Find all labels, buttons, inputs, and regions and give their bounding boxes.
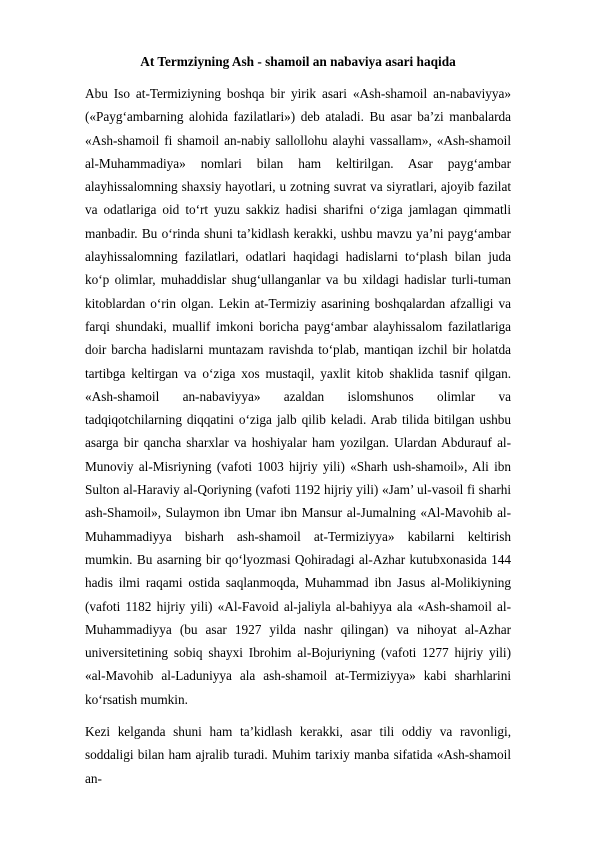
paragraph-1: Abu Iso at-Termiziyning boshqa bir yirik asari «Ash-shamoil an-nabaviyya» («Payg‘ambarning alohida fazilatlari») deb ataladi. Bu asar ba’zi manbalarda «Ash-shamoil fi shamoil an-nabiy sallollohu alayhi vassallam», «Ash-shamoil al-Muhammadiya» nomlari bilan ham keltirilgan. Asar payg‘ambar alayhissalomning shaxsiy hayotlari, u zotning suvrat va siyratlari, ajoyib fazilat va odatlariga oid to‘rt yuzu sakkiz hadisi sharifni o‘ziga jamlagan qimmatli manbadir. Bu o‘rinda shuni ta’kidlash kerakki, ushbu mavzu ya’ni payg‘ambar alayhissalomning fazilatlari, odatlari haqidagi hadislarni to‘plash bilan juda ko‘p olimlar, muhaddislar shug‘ullanganlar va bu xildagi hadislar turli-tuman kitoblardan o‘rin olgan. Lekin at-Termiziy asarining boshqalardan afzalligi va farqi shundaki, muallif imkoni boricha payg‘ambar alayhissalom fazilatlariga doir barcha hadislarni muntazam ravishda to‘plab, mantiqan izchil bir holatda tartibga keltirgan va o‘ziga xos mustaqil, yaxlit kitob shaklida tasnif qilgan. «Ash-shamoil an-nabaviyya» azaldan islomshunos olimlar va tadqiqotchilarning diqqatini o‘ziga jalb qilib keladi. Arab tilida bitilgan ushbu asarga bir qancha sharxlar va hoshiyalar ham yozilgan. Ulardan Abdurauf al-Munoviy al-Misriyning (vafoti 1003 hijriy yili) «Sharh ush-shamoil», Ali ibn Sulton al-Haraviy al-Qoriyning (vafoti 1192 hijriy yili) «Jam’ ul-vasoil fi sharhi ash-Shamoil», Sulaymon ibn Umar ibn Mansur al-Jumalning «Al-Mavohib al-Muhammadiyya bisharh ash-shamoil at-Termiziyya» kabilarni keltirish mumkin. Bu asarning bir qo‘lyozmasi Qohiradagi al-Azhar kutubxonasida 144 hadis ilmi raqami ostida saqlanmoqda, Muhammad ibn Jasus al-Molikiyning (vafoti 1182 hijriy yili) «Al-Favoid al-jaliyla al-bahiyya ala «Ash-shamoil al-Muhammadiyya (bu asar 1927 yilda nashr qilingan) va nihoyat al-Azhar universitetining sobiq shayxi Ibrohim al-Bojuriyning (vafoti 1277 hijriy yili) «al-Mavohib al-Laduniyya ala ash-shamoil at-Termiziyya» kabi sharhlarini ko‘rsatish mumkin.: [85, 86, 511, 707]
document-title: At Termziyning Ash - shamoil an nabaviya asari haqida: [140, 54, 456, 69]
paragraph-2: Kezi kelganda shuni ham ta’kidlash kerakki, asar tili oddiy va ravonligi, soddaligi bilan ham ajralib turadi. Muhim tarixiy manba sifatida «Ash-shamoil an-: [85, 724, 511, 786]
document-page: [85, 54, 511, 790]
